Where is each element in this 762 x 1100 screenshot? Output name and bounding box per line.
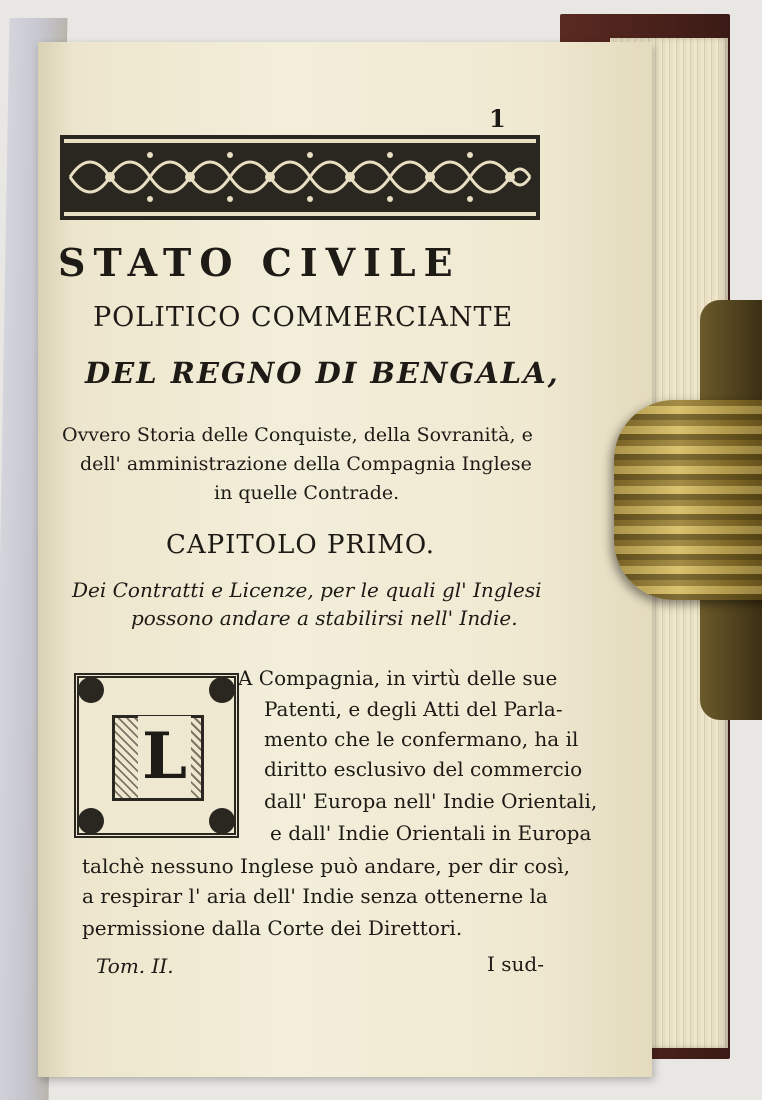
title-line-1: STATO CIVILE	[58, 240, 461, 285]
body-line: e dall' Indie Orientali in Europa	[270, 821, 592, 845]
subtitle-line: Ovvero Storia delle Conquiste, della Sovranità, e	[62, 424, 533, 446]
title-line-2: POLITICO COMMERCIANTE	[93, 302, 514, 333]
body-line: talchè nessuno Inglese può andare, per dir così,	[82, 854, 570, 878]
footer-signature: Tom. II.	[96, 954, 174, 978]
body-line: diritto esclusivo del commercio	[264, 757, 583, 781]
page-number: 1	[489, 104, 506, 133]
body-line: Patenti, e degli Atti del Parla-	[264, 697, 563, 721]
brass-page-clip	[614, 400, 762, 600]
drop-cap-corner-ornament	[78, 808, 104, 834]
drop-cap-corner-ornament	[209, 808, 235, 834]
body-line: dall' Europa nell' Indie Orientali,	[264, 789, 598, 813]
chapter-caption-line: Dei Contratti e Licenze, per le quali gl' Inglesi	[72, 578, 542, 602]
footer-catchword: I sud-	[487, 952, 544, 976]
body-line: mento che le confermano, ha il	[264, 727, 579, 751]
drop-cap-corner-ornament	[78, 677, 104, 703]
chapter-heading: CAPITOLO PRIMO.	[166, 530, 435, 560]
headpiece-ornament	[60, 135, 540, 220]
subtitle-line: in quelle Contrade.	[214, 482, 400, 504]
body-line: A Compagnia, in virtù delle sue	[238, 666, 558, 690]
subtitle-line: dell' amministrazione della Compagnia Inglese	[80, 453, 532, 475]
body-line: permissione dalla Corte dei Direttori.	[82, 916, 463, 940]
chapter-caption-line: possono andare a stabilirsi nell' Indie.	[131, 606, 518, 630]
body-line: a respirar l' aria dell' Indie senza ottenerne la	[82, 884, 548, 908]
drop-cap-letter: L	[138, 716, 191, 798]
drop-cap-corner-ornament	[209, 677, 235, 703]
title-line-3: DEL REGNO DI BENGALA,	[85, 356, 560, 390]
